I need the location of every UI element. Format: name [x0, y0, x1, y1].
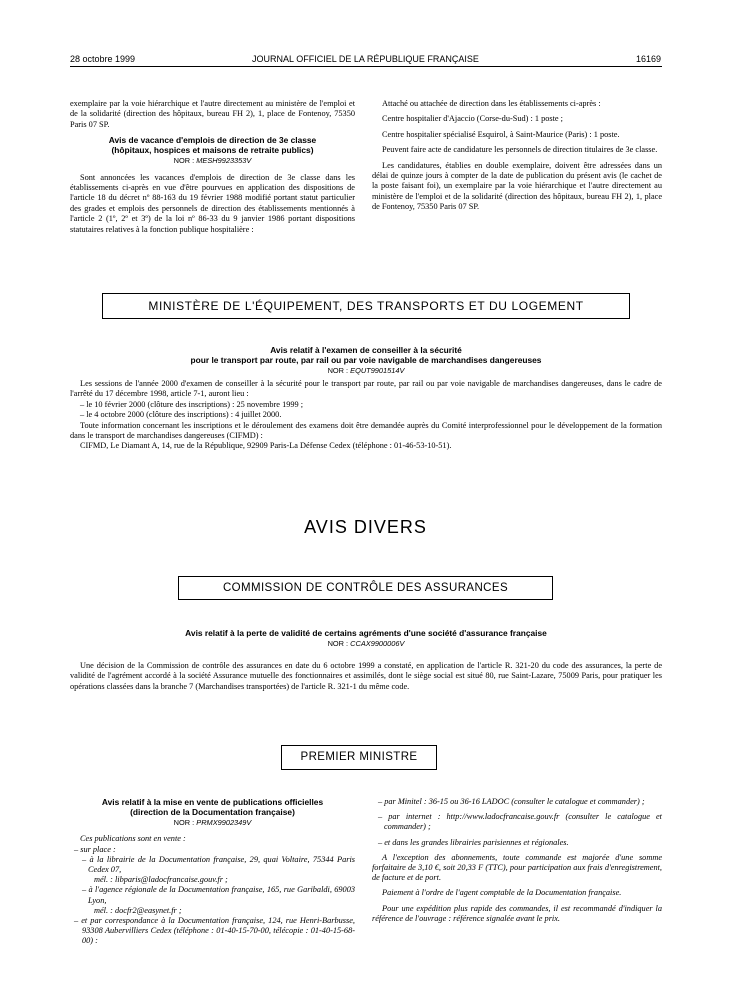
commission-box: COMMISSION DE CONTRÔLE DES ASSURANCES: [178, 576, 553, 600]
order-surcharge: A l'exception des abonnements, toute commande est majorée d'une somme forfaitaire de 3,10 €, soit 20,33 F (TTC), pour participation aux frais d'enregistrement, de facture et de port.: [372, 852, 662, 883]
avis-divers-heading: AVIS DIVERS: [304, 517, 427, 537]
exam-date-2: – le 4 octobre 2000 (clôture des inscriptions) : 4 juillet 2000.: [80, 410, 282, 420]
right-p1: Attaché ou attachée de direction dans les établissements ci-après :: [382, 99, 601, 108]
pub-line-3: – à la librairie de la Documentation française, 29, quai Voltaire, 75344 Paris Cedex 07,: [82, 854, 355, 875]
order-librairies: – et dans les grandes librairies parisiennes et régionales.: [378, 837, 569, 847]
pub-line-6: mél. : docfr2@easynet.fr ;: [94, 905, 182, 915]
assurance-title: Avis relatif à la perte de validité de certains agréments d'une société d'assurance française: [185, 628, 547, 638]
pub-line-2: – sur place :: [74, 844, 116, 854]
order-minitel: – par Minitel : 36-15 ou 36-16 LADOC (consulter le catalogue et commander) ;: [378, 797, 645, 806]
right-p2: Centre hospitalier d'Ajaccio (Corse-du-Sud) : 1 poste ;: [382, 114, 563, 124]
publications-subtitle: (direction de la Documentation française): [130, 807, 295, 817]
right-p5: Les candidatures, établies en double exemplaire, doivent être adressées dans un délai de quinze jours à compter de la date de publication du présent avis (le cachet de la poste faisant foi), un exemplaire par la voie hiérarchique et l'autre directement au ministère de l'emploi et de la solidarité (direction des hôpitaux, bureau FH 2), 1, place de Fontenoy, 75350 Paris 07 SP.: [372, 160, 662, 212]
bottom-left-column: [70, 797, 355, 947]
order-payment: Paiement à l'ordre de l'agent comptable de la Documentation française.: [382, 888, 622, 898]
exam-p1: Les sessions de l'année 2000 d'examen de conseiller à la sécurité pour le transport par route, par rail ou par voie navigable de marchandises dangereuses, dans le cadre de l'arrêté du 17 décembre 1998, article 7-1, auront lieu :: [70, 379, 662, 399]
pub-line-4: mél. : libparis@ladocfrancaise.gouv.fr ;: [94, 875, 228, 885]
right-p3: Centre hospitalier spécialisé Esquirol, à Saint-Maurice (Paris) : 1 poste.: [382, 129, 620, 139]
premier-ministre-box: PREMIER MINISTRE: [281, 745, 437, 770]
bottom-right-column: [372, 797, 662, 929]
exam-notice-header: [70, 345, 662, 381]
top-right-column: [372, 99, 662, 218]
order-internet: – par internet : http://www.ladocfrancaise.gouv.fr (consulter le catalogue et commander) ;: [378, 812, 662, 832]
header-journal: JOURNAL OFFICIEL DE LA RÉPUBLIQUE FRANÇAISE: [252, 54, 479, 64]
exam-title: Avis relatif à l'examen de conseiller à la sécurité: [270, 345, 462, 355]
header-rule: [70, 66, 662, 67]
assurance-notice-header: [70, 628, 662, 654]
exam-p3: CIFMD, Le Diamant A, 14, rue de la République, 92909 Paris-La Défense Cedex (téléphone : 01-46-53-10-51).: [80, 441, 452, 451]
assurance-nor: NOR : CCAX9900006V: [327, 639, 405, 648]
right-p4: Peuvent faire acte de candidature les personnels de direction titulaires de 3e classe.: [382, 145, 658, 155]
assurance-paragraph: Une décision de la Commission de contrôle des assurances en date du 6 octobre 1999 a constaté, en application de l'article R. 321-20 du code des assurances, la perte de validité de l'agrément accordé à la société Assurance mutuelle des fonctionnaires et assimilés, dont le siège social est situé 80, rue Saint-Lazare, 75009 Paris, pour pratiquer les opérations classées dans la branche 7 (Marchandises transportées) de l'article R. 321-1 du même code.: [70, 661, 662, 691]
intro-paragraph: exemplaire par la voie hiérarchique et l'autre directement au ministère de l'emploi et de la solidarité (direction des hôpitaux, bureau FH 2), 1, place de Fontenoy, 75350 Paris 07 SP.: [70, 99, 355, 129]
vacancy-body: Sont annoncées les vacances d'emplois de direction de 3e classe dans les établissements ci-après en vue d'être pourvues en application des dispositions de l'article 18 du décret nº 88-163 du 19 février 1988 modifié portant statut particulier des grades et emplois des personnels de direction des établissements mentionnés à l'article 2 (1º, 2º et 3º) de la loi nº 86-33 du 9 janvier 1986 portant dispositions statutaires relatives à la fonction publique hospitalière :: [70, 172, 355, 234]
header-date: 28 octobre 1999: [70, 54, 136, 64]
exam-subtitle: pour le transport par route, par rail ou par voie navigable de marchandises dangereuses: [190, 355, 542, 365]
top-left-column: [70, 99, 355, 240]
publications-title: Avis relatif à la mise en vente de publications officielles: [101, 797, 324, 807]
vacancy-title: Avis de vacance d'emplois de direction de 3e classe: [108, 135, 317, 146]
pub-line-1: Ces publications sont en vente :: [80, 834, 186, 844]
exam-nor: NOR : EQUT9901514V: [327, 366, 405, 375]
vacancy-nor: NOR : MESH9923353V: [173, 156, 252, 166]
order-reference: Pour une expédition plus rapide des commandes, il est recommandé d'indiquer la référence de l'ouvrage : référence signalée avant le prix.: [372, 903, 662, 923]
assurance-body: [70, 661, 662, 692]
publications-list: [70, 834, 355, 946]
pub-line-7: – et par correspondance à la Documentation française, 124, rue Henri-Barbusse, 93308 Aubervilliers Cedex (téléphone : 01-40-15-70-00, télécopie : 01-40-15-68-00) :: [74, 916, 355, 946]
header-page-number: 16169: [635, 54, 661, 64]
exam-body: [70, 379, 662, 452]
ministere-box: MINISTÈRE DE L'ÉQUIPEMENT, DES TRANSPORTS ET DU LOGEMENT: [102, 293, 630, 319]
exam-date-1: – le 10 février 2000 (clôture des inscriptions) : 25 novembre 1999 ;: [80, 399, 304, 409]
pub-line-5: – à l'agence régionale de la Documentation française, 165, rue Garibaldi, 69003 Lyon,: [82, 885, 355, 905]
exam-p2: Toute information concernant les inscriptions et le déroulement des examens doit être demandée auprès du Comité interprofessionnel pour le développement de la formation dans le transport de marchandises dangereuses (CIFMD) :: [70, 420, 662, 441]
publications-nor: NOR : PRMX9902349V: [173, 818, 252, 827]
vacancy-subtitle: (hôpitaux, hospices et maisons de retraite publics): [111, 145, 314, 156]
